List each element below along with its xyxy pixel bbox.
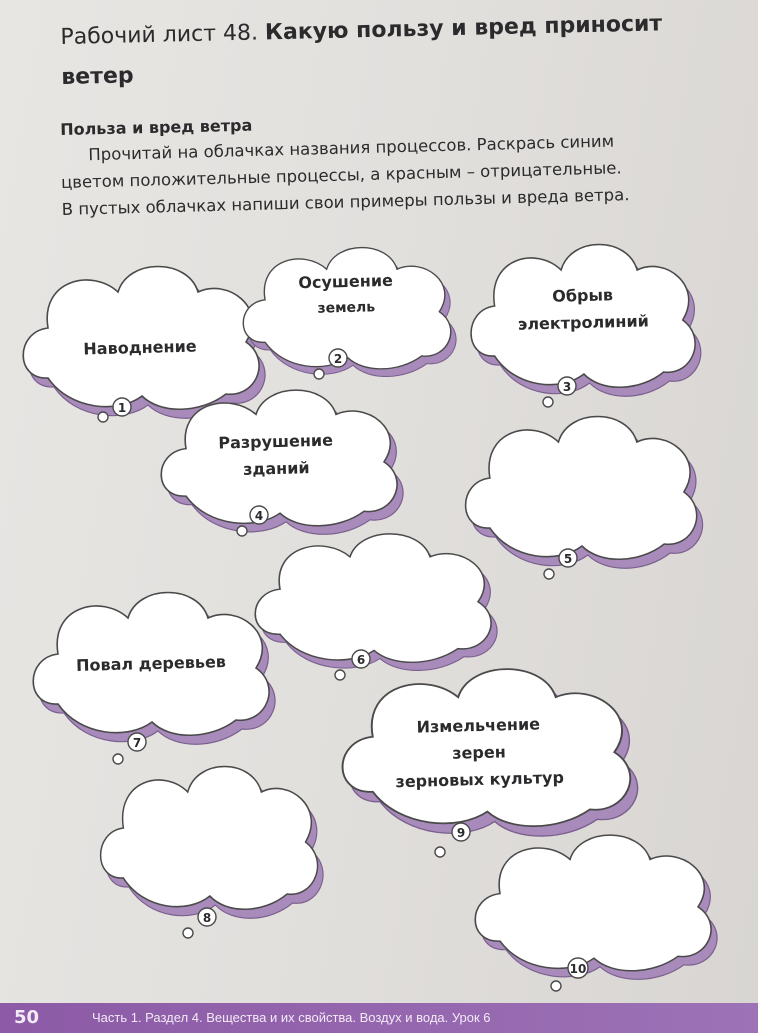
cloud-text-line: Наводнение [83,336,197,359]
cloud-number: 1 [117,401,127,415]
cloud-number: 4 [254,509,264,523]
cloud-text-line: зерен [451,742,506,763]
cloud-text-line: зданий [242,458,310,479]
cloud-10[interactable] [475,835,717,979]
cloud-7-label [56,648,247,680]
cloud-number: 8 [202,911,212,925]
cloud-text-line: электролиний [517,311,650,334]
cloud-text-line: Измельчение [416,714,541,737]
title-number: Рабочий лист 48. [60,20,259,50]
cloud-text-line: Обрыв [551,285,614,306]
cloud-number: 10 [569,962,587,976]
page-footer [0,1003,758,1033]
instruction-line: Прочитай на облачках названия процессов. Раскрась синим [88,131,615,165]
cloud-number: 6 [356,653,366,667]
cloud-6[interactable] [255,534,497,671]
cloud-number: 3 [562,380,572,394]
cloud-text-line: Повал деревьев [75,652,227,675]
cloud-text-line: земель [317,299,376,317]
cloud-2-label [275,266,416,324]
cloud-1-label [60,332,221,363]
cloud-8[interactable] [101,767,323,919]
instruction-line: В пустых облачках напиши свои примеры пользы и вреда ветра. [61,185,630,219]
cloud-text-line: Осушение [298,270,394,293]
cloud-3-label [497,280,668,338]
cloud-4-label [195,426,356,484]
title-question: Какую пользу и вред приносит ветер [61,11,663,90]
cloud-9-label [363,709,595,796]
cloud-number: 2 [333,352,343,366]
section-subheading: Польза и вред ветра [60,115,253,139]
cloud-5[interactable] [466,417,703,569]
cloud-number: 7 [132,736,142,750]
cloud-number: 5 [563,552,573,566]
page-number: 50 [14,1007,40,1028]
cloud-number: 9 [456,826,466,840]
cloud-text-line: зерновых культур [395,767,565,792]
footer-section-text: Часть 1. Раздел 4. Вещества и их свойства. Воздух и вода. Урок 6 [92,1010,491,1025]
cloud-text-line: Разрушение [218,430,334,453]
instruction-line: цветом положительные процессы, а красным – отрицательные. [60,158,622,192]
